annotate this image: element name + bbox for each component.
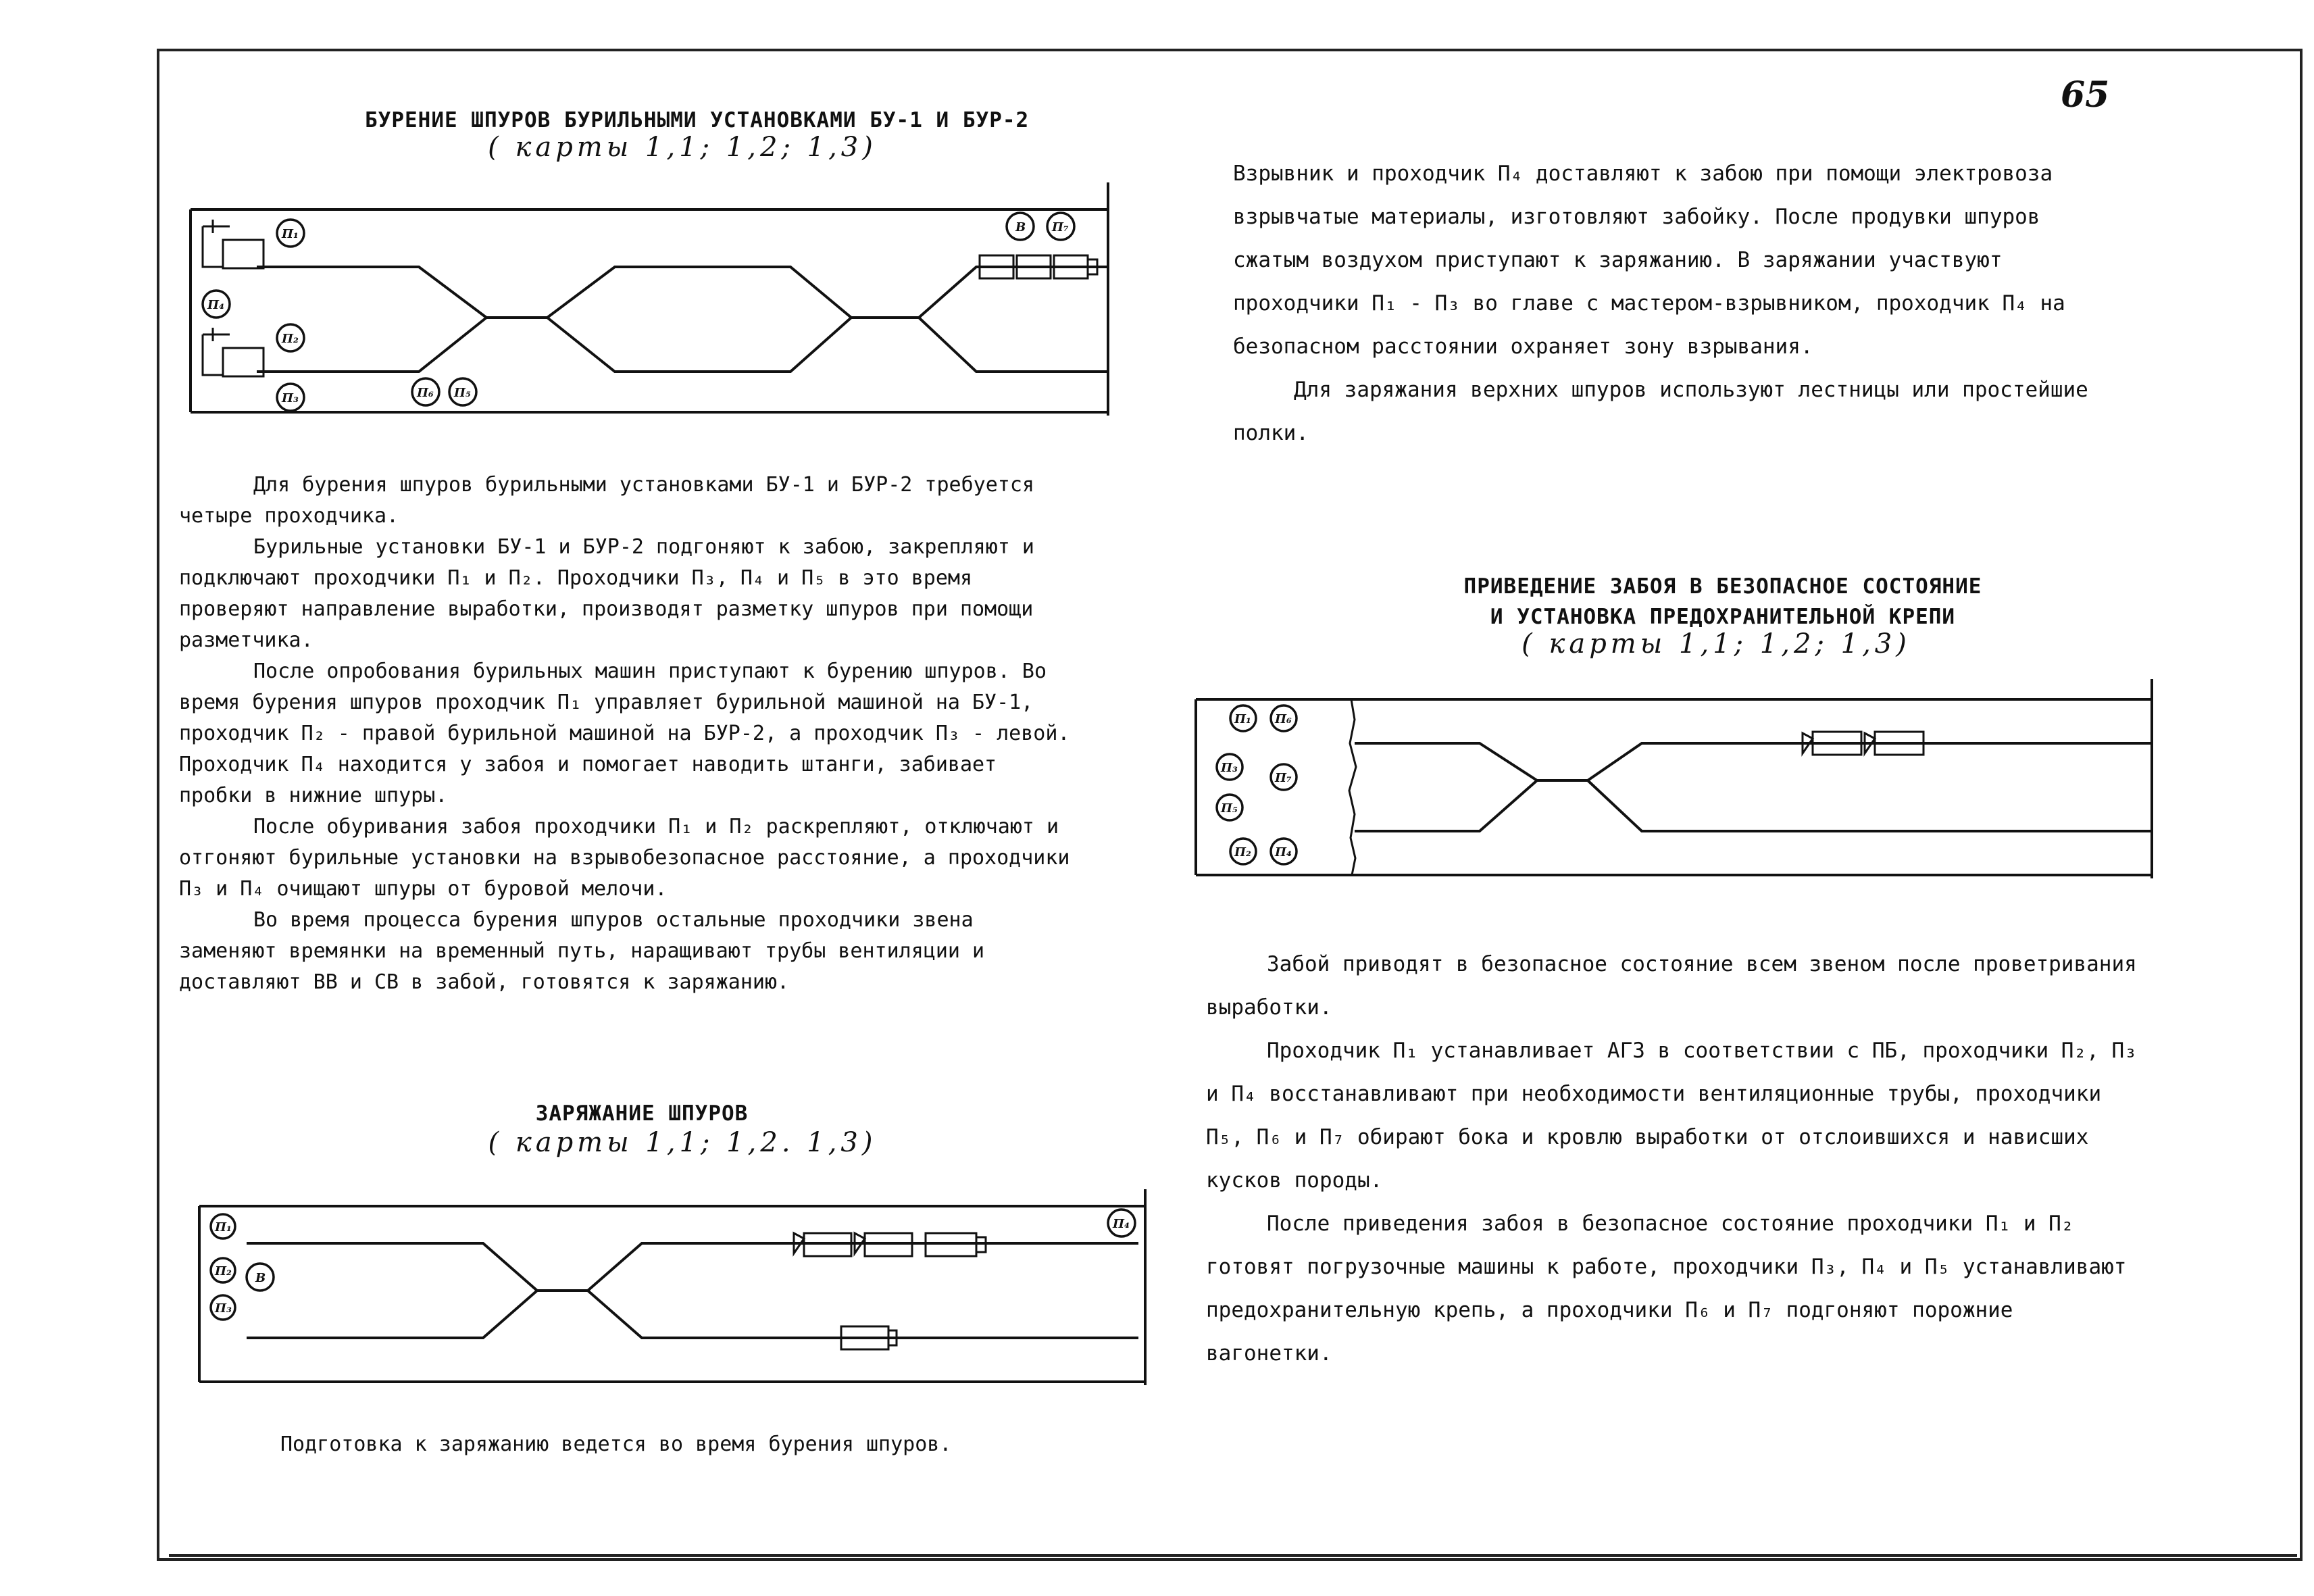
section1-diagram <box>182 182 1115 426</box>
paragraph: Взрывник и проходчик П₄ доставляют к забою при помощи электровоза взрывчатые материалы, изготовляют забойку. После продувки шпуров сжатым воздухом приступают к заряжанию. В заряжании участвуют проходчики П₁ - П₃ во главе с мастером-взрывником, проходчик П₄ на безопасном расстоянии охраняет зону взрывания. <box>1233 161 2065 359</box>
worker-marker <box>247 1264 274 1291</box>
section2-title: ЗАРЯЖАНИЕ ШПУРОВ <box>535 1101 749 1126</box>
section3-text <box>1206 943 2145 1375</box>
section3-maps: ( карты 1,1; 1,2; 1,3) <box>1521 628 1911 659</box>
worker-marker <box>412 378 439 405</box>
worker-label: В <box>1015 220 1026 234</box>
worker-label: В <box>255 1271 266 1285</box>
worker-marker <box>1271 764 1297 790</box>
worker-label: П₁ <box>282 227 299 241</box>
page-frame-bottom <box>169 1554 2297 1557</box>
worker-marker <box>1230 839 1256 864</box>
worker-marker <box>203 291 230 318</box>
worker-marker <box>1271 705 1297 731</box>
paragraph: Для бурения шпуров бурильными установками БУ-1 и БУР-2 требуется четыре проходчика. <box>179 473 1034 528</box>
worker-label: П₇ <box>1275 771 1292 785</box>
worker-marker <box>1007 213 1034 240</box>
worker-label: П₂ <box>215 1264 232 1278</box>
worker-marker <box>211 1214 235 1239</box>
section3-diagram <box>1192 679 2159 882</box>
paragraph: Для заряжания верхних шпуров используют лестницы или простейшие полки. <box>1233 378 2088 445</box>
worker-label: П₁ <box>215 1220 232 1235</box>
worker-marker <box>211 1295 235 1320</box>
worker-marker <box>1230 705 1256 731</box>
worker-label: П₄ <box>207 298 224 312</box>
paragraph: Бурильные установки БУ-1 и БУР-2 подгоняют к забою, закрепляют и подключают проходчики П₁ и П₂. Проходчики П₃, П₄ и П₅ в это время проверяют направление выработки, производят разметку шпуров при помощи разметчика. <box>179 535 1034 652</box>
paragraph: После обуривания забоя проходчики П₁ и П₂ раскрепляют, отключают и отгоняют бурильные установки на взрывобезопасное расстояние, а проходчики П₃ и П₄ очищают шпуры от буровой мелочи. <box>179 815 1070 901</box>
worker-label: П₂ <box>282 332 299 346</box>
worker-label: П₁ <box>1234 712 1251 726</box>
worker-label: П₆ <box>1275 712 1292 726</box>
section3-title-line1: ПРИВЕДЕНИЕ ЗАБОЯ В БЕЗОПАСНОЕ СОСТОЯНИЕ <box>1463 574 1982 599</box>
worker-marker <box>277 384 304 411</box>
worker-label: П₄ <box>1113 1217 1130 1231</box>
worker-label: П₃ <box>215 1301 232 1316</box>
section1-title: БУРЕНИЕ ШПУРОВ БУРИЛЬНЫМИ УСТАНОВКАМИ БУ-1 И БУР-2 <box>365 108 1030 132</box>
section1-text <box>179 470 1081 998</box>
section1-maps: ( карты 1,1; 1,2; 1,3) <box>488 132 877 163</box>
paragraph: Во время процесса бурения шпуров остальные проходчики звена заменяют времянки на временный путь, наращивают трубы вентиляции и доставляют ВВ и СВ в забой, готовятся к заряжанию. <box>179 908 985 994</box>
paragraph: Проходчик П₁ устанавливает АГЗ в соответствии с ПБ, проходчики П₂, П₃ и П₄ восстанавливают при необходимости вентиляционные трубы, проходчики П₅, П₆ и П₇ обирают бока и кровлю выработки от отслоившихся и нависших кусков породы. <box>1206 1039 2137 1193</box>
page-number: 65 <box>2061 74 2110 116</box>
worker-marker <box>1271 839 1297 864</box>
worker-marker <box>211 1258 235 1282</box>
worker-label: П₇ <box>1052 220 1069 234</box>
section3-title-line2: И УСТАНОВКА ПРЕДОХРАНИТЕЛЬНОЙ КРЕПИ <box>1490 605 1956 629</box>
worker-marker <box>1217 795 1242 820</box>
section2-caption: Подготовка к заряжанию ведется во время бурения шпуров. <box>280 1432 952 1456</box>
worker-label: П₆ <box>417 386 434 400</box>
paragraph: Забой приводят в безопасное состояние всем звеном после проветривания выработки. <box>1206 952 2137 1020</box>
worker-marker <box>277 324 304 351</box>
worker-label: П₂ <box>1234 845 1251 859</box>
worker-marker <box>1108 1210 1135 1237</box>
worker-label: П₃ <box>1221 761 1238 775</box>
worker-marker <box>1047 213 1074 240</box>
section2-diagram <box>193 1179 1152 1395</box>
paragraph: После приведения забоя в безопасное состояние проходчики П₁ и П₂ готовят погрузочные машины к работе, проходчики П₃, П₄ и П₅ устанавливают предохранительную крепь, а проходчики П₆ и П₇ подгоняют порожние вагонетки. <box>1206 1212 2127 1366</box>
worker-label: П₃ <box>282 391 299 405</box>
section2-maps: ( карты 1,1; 1,2. 1,3) <box>488 1127 877 1158</box>
worker-label: П₅ <box>454 386 471 400</box>
worker-label: П₄ <box>1275 845 1292 859</box>
worker-marker <box>1217 754 1242 780</box>
paragraph: После опробования бурильных машин приступают к бурению шпуров. Во время бурения шпуров проходчик П₁ управляет бурильной машиной на БУ-1, проходчик П₂ - правой бурильной машиной на БУР-2, а проходчик П₃ - левой. Проходчик П₄ находится у забоя и помогает наводить штанги, забивает пробки в нижние шпуры. <box>179 659 1070 807</box>
right-text <box>1233 152 2111 455</box>
worker-marker <box>277 220 304 247</box>
worker-marker <box>449 378 476 405</box>
worker-label: П₅ <box>1221 801 1238 816</box>
